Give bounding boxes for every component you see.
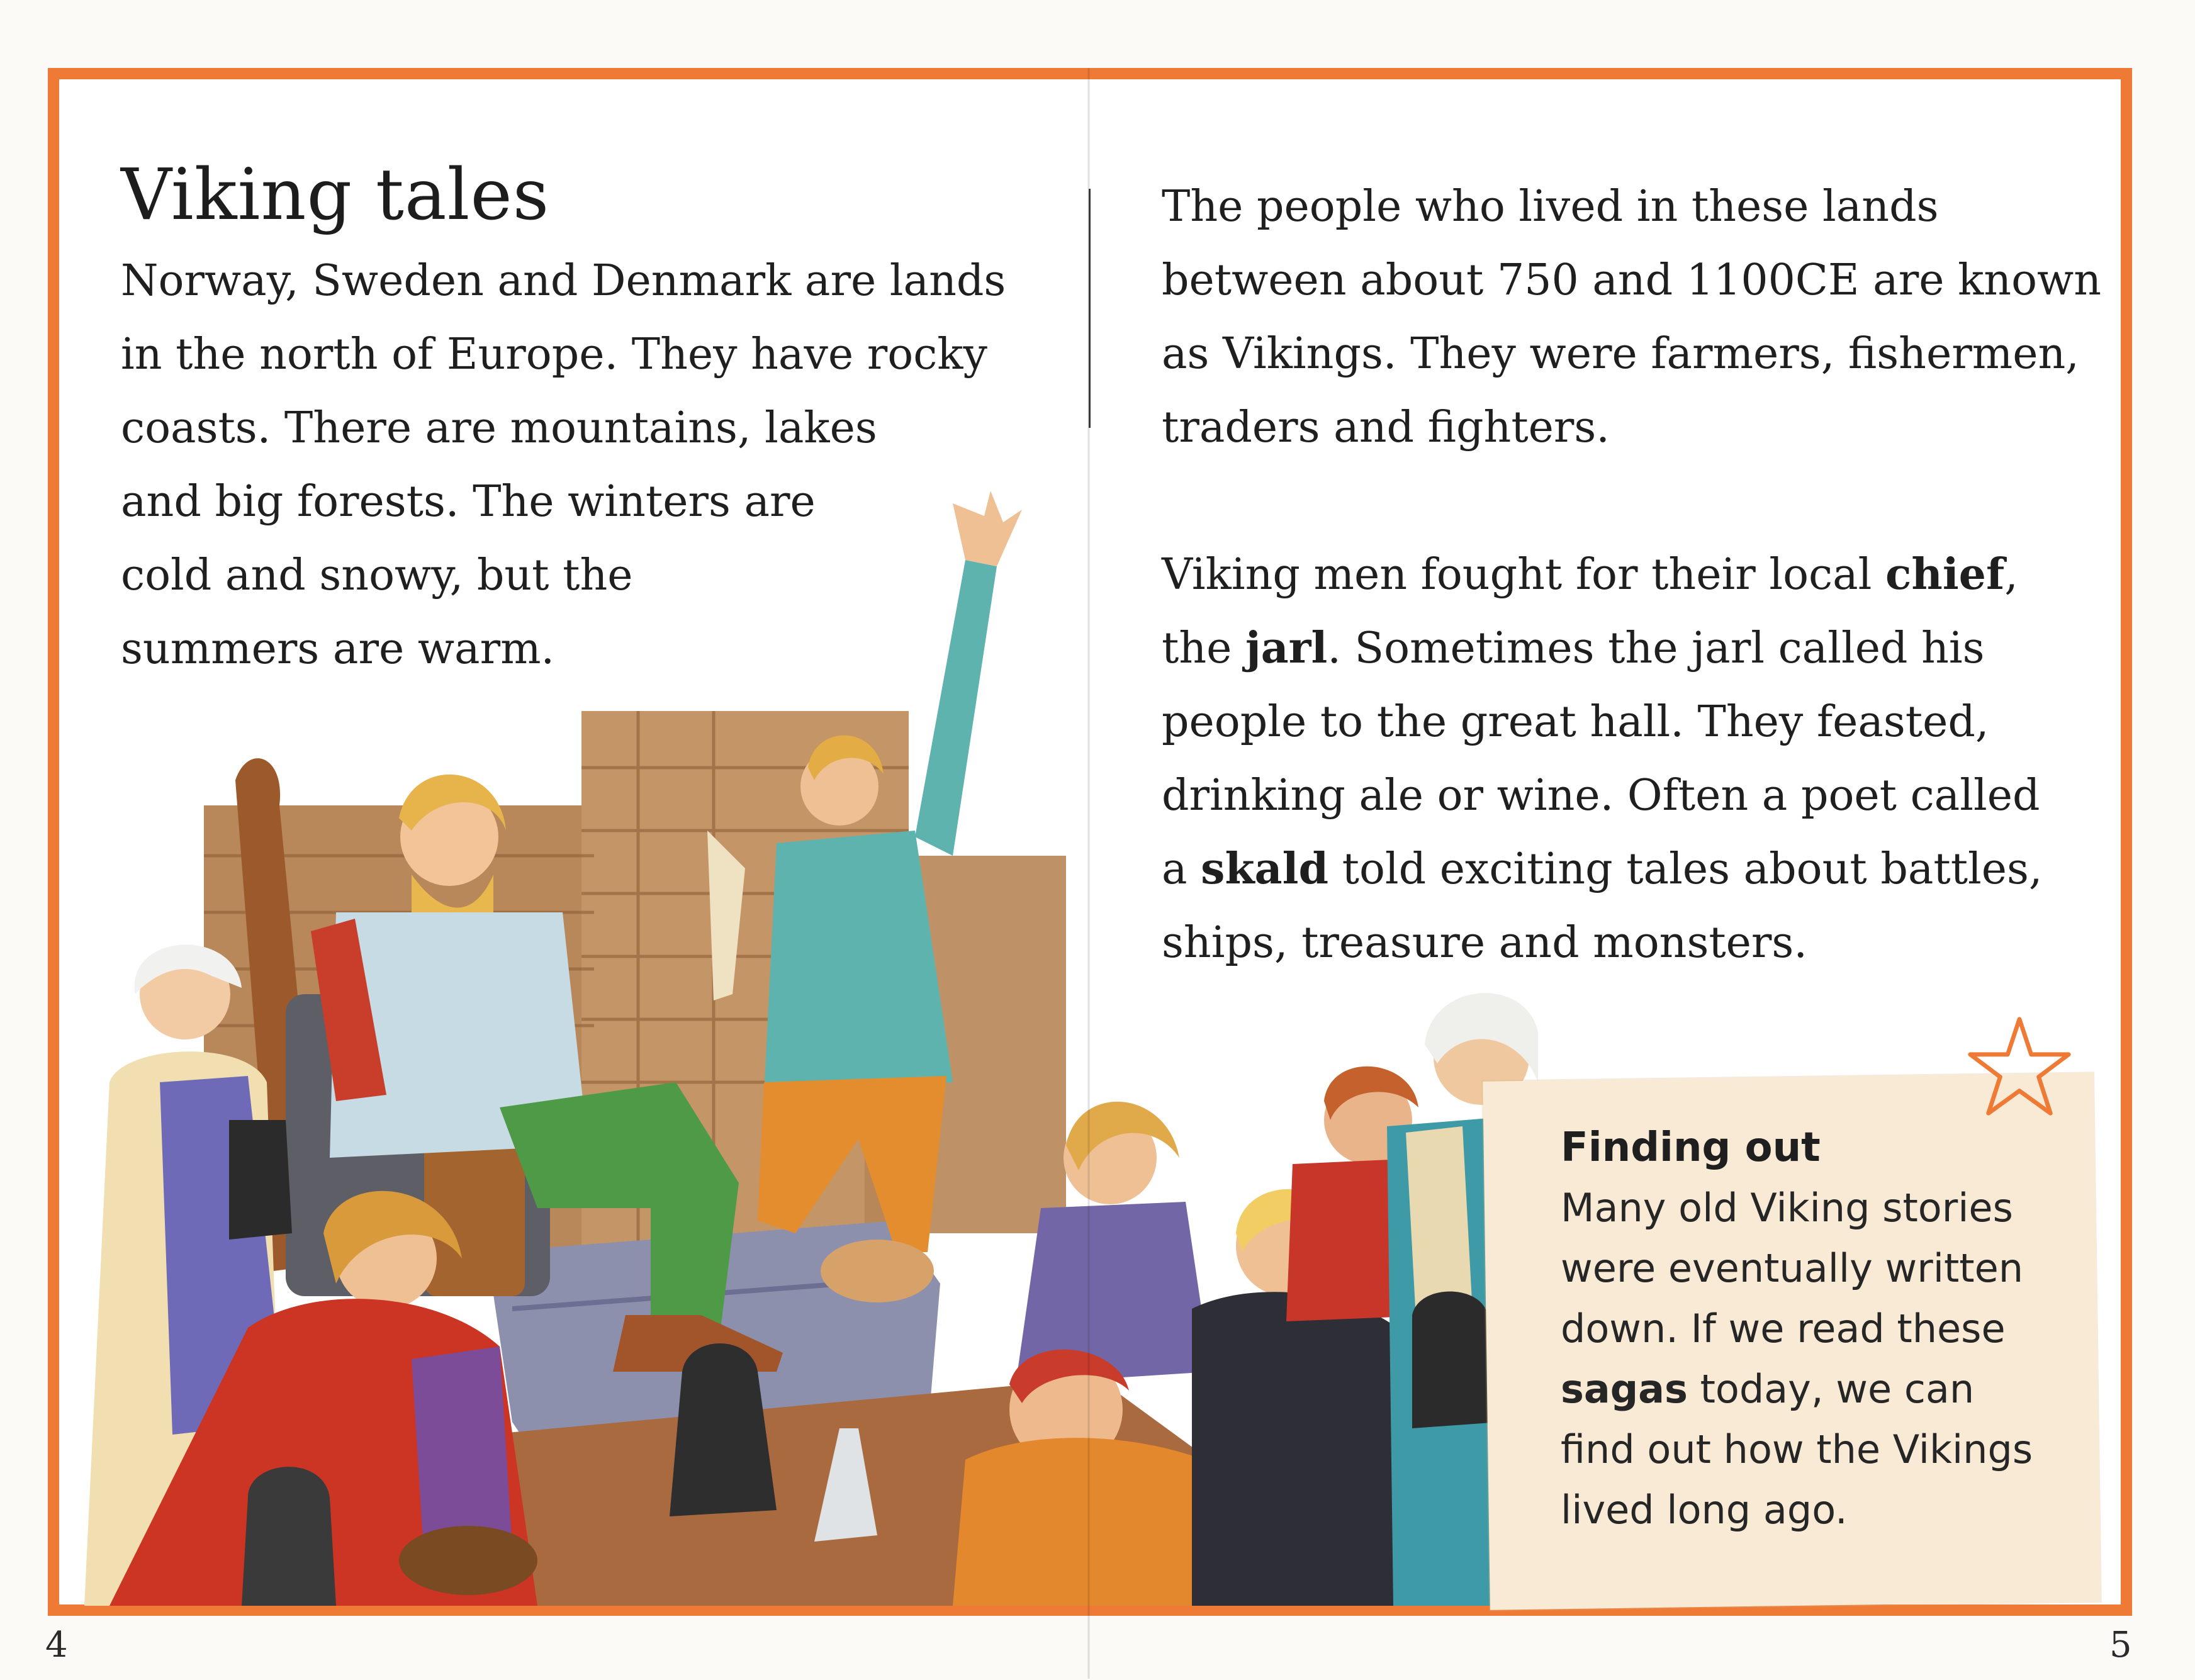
- text-line: summers are warm.: [121, 624, 555, 674]
- text-line: traders and fighters.: [1162, 403, 1610, 452]
- text-line: down. If we read these: [1561, 1306, 2006, 1352]
- page-number-right: 5: [2109, 1625, 2132, 1666]
- text-line: and big forests. The winters are: [121, 477, 816, 527]
- text-line: The people who lived in these lands: [1162, 182, 1939, 232]
- glossary-term-sagas: sagas: [1561, 1366, 1688, 1412]
- text-line: find out how the Vikings: [1561, 1426, 2033, 1472]
- text-run: a: [1162, 844, 1201, 894]
- text-line: cold and snowy, but the: [121, 551, 633, 600]
- paragraph-spacer: [1162, 464, 2143, 538]
- text-line: people to the great hall. They feasted,: [1162, 697, 1989, 747]
- text-line: Many old Viking stories: [1561, 1185, 2013, 1231]
- text-line: as Vikings. They were farmers, fishermen,: [1162, 329, 2079, 379]
- text-line: [1162, 612, 2143, 685]
- text-run: told exciting tales about battles,: [1328, 844, 2043, 894]
- text-line: coasts. There are mountains, lakes: [121, 403, 877, 453]
- text-line: [1162, 832, 2143, 906]
- text-run: today, we can: [1687, 1366, 1975, 1412]
- page-title: Viking tales: [121, 154, 550, 236]
- text-line: ships, treasure and monsters.: [1162, 918, 1807, 968]
- text-line: lived long ago.: [1561, 1487, 1848, 1533]
- infobox-title: Finding out: [1561, 1124, 1821, 1171]
- infobox-text: [1561, 1178, 2033, 1540]
- text-line: between about 750 and 1100CE are known: [1162, 255, 2102, 305]
- left-page-paragraph: [121, 244, 1065, 686]
- text-line: Norway, Sweden and Denmark are lands: [121, 256, 1006, 306]
- glossary-term-jarl: jarl: [1245, 623, 1328, 673]
- text-line: [1162, 538, 2143, 612]
- text-run: Viking men fought for their local: [1162, 550, 1885, 600]
- page-number-left: 4: [45, 1625, 68, 1666]
- glossary-term-skald: skald: [1201, 844, 1328, 894]
- text-line: drinking ale or wine. Often a poet called: [1162, 771, 2040, 820]
- star-outline-icon: [1966, 1014, 2073, 1118]
- glossary-term-chief: chief: [1885, 549, 2005, 600]
- text-line: [1561, 1359, 2033, 1420]
- gutter-mark: [1089, 189, 1091, 428]
- text-run: the: [1162, 624, 1245, 673]
- text-run: ,: [2004, 550, 2018, 600]
- right-page-text: [1162, 170, 2143, 980]
- text-line: were eventually written: [1561, 1245, 2024, 1291]
- text-line: in the north of Europe. They have rocky: [121, 330, 987, 379]
- text-run: . Sometimes the jarl called his: [1327, 624, 1985, 673]
